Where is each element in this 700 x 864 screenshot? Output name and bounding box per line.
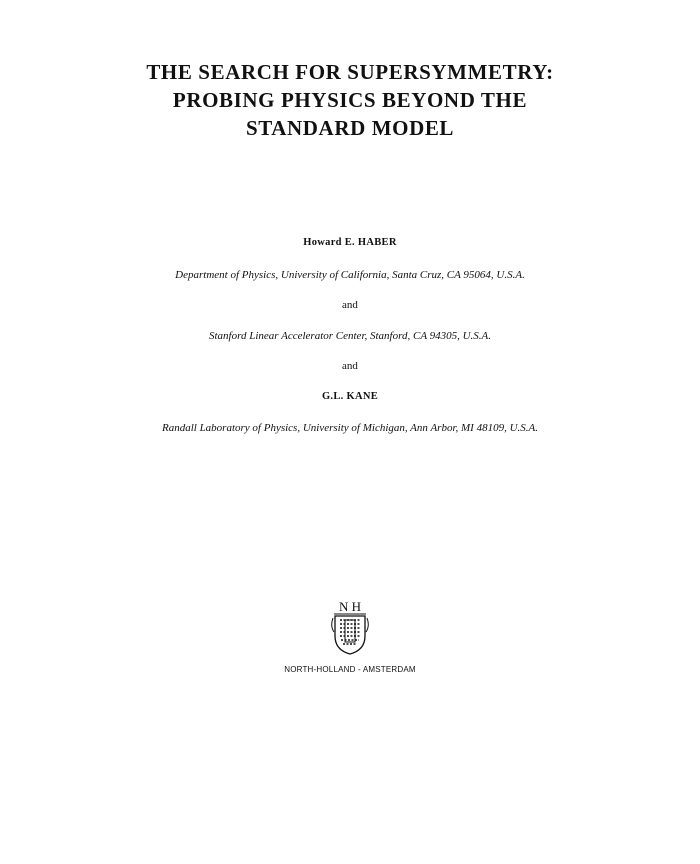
and-separator-1: and — [342, 299, 358, 311]
publisher-name: NORTH-HOLLAND - AMSTERDAM — [284, 665, 416, 674]
and-separator-2: and — [342, 360, 358, 372]
title-line-1: THE SEARCH FOR SUPERSYMMETRY: — [146, 60, 554, 84]
affiliation-2: Stanford Linear Accelerator Center, Stanford, CA 94305, U.S.A. — [208, 330, 492, 342]
author-1: Howard E. HABER — [303, 237, 397, 248]
title-line-2: PROBING PHYSICS BEYOND THE — [172, 88, 528, 112]
author-2: G.L. KANE — [321, 391, 379, 402]
affiliation-3: Randall Laboratory of Physics, University of Michigan, Ann Arbor, MI 48109, U.S.A. — [161, 422, 538, 434]
paper-title — [0, 58, 700, 142]
affiliation-1: Department of Physics, University of California, Santa Cruz, CA 95064, U.S.A. — [175, 269, 525, 281]
title-line-3: STANDARD MODEL — [245, 116, 455, 140]
logo-letters: N H — [338, 599, 362, 614]
publisher-logo — [331, 598, 369, 656]
